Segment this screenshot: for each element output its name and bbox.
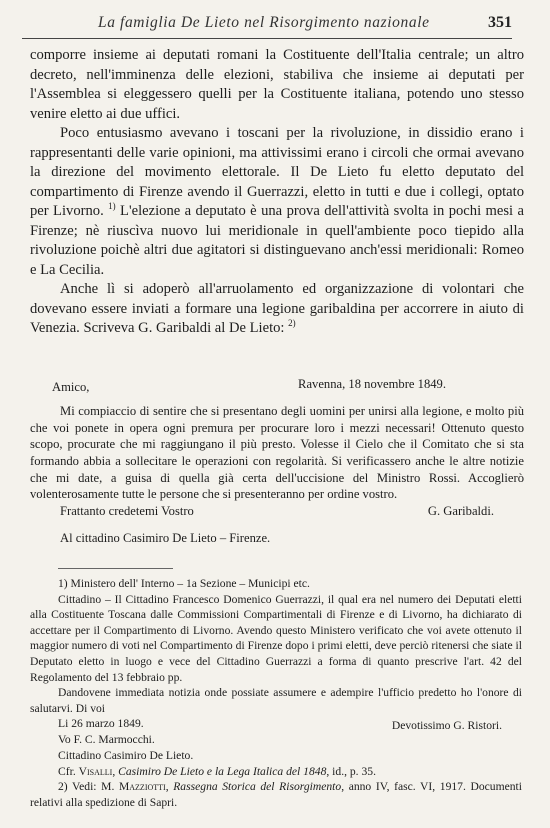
- fn2-suffix: , anno IV, fasc. VI, 1917. Documenti relativi alla spedizione di Sapri.: [30, 780, 522, 809]
- footnote-1-cfr: [30, 764, 522, 780]
- footnote-1-body-2: Dandovene immediata notizia onde possiate assumere e adempire l'ufficio predetto ho l'onore di salutarvi. Di voi: [30, 686, 522, 715]
- letter-body: Mi compiaccio di sentire che si presentano degli uomini per unirsi alla legione, e molto più che voi ponete in opera ogni premura per procurare loro i mezzi necessari! Ottenuto questo scopo, procurate che mi raggiungano il più presto. Volesse il Cielo che il Comitato che si sta formando abbia a sollecitare le operazioni con regolarità. Si verificassero anche le altre notizie che mi date, a guisa di quella già certa dell'uccisione del Ministro Rossi. Accoglierò volenterosamente tutte le persone che si presenteranno per ordine vostro.: [30, 404, 524, 502]
- letter-signature: G. Garibaldi.: [427, 503, 494, 518]
- letter-address: Al cittadino Casimiro De Lieto – Firenze.: [60, 530, 271, 545]
- page-number: 351: [488, 14, 512, 31]
- cfr-author: Visalli: [78, 764, 113, 778]
- footnote-1-vo: Vo F. C. Marmocchi.: [58, 733, 155, 747]
- main-text: [30, 46, 524, 339]
- footnote-1-date: Li 26 marzo 1849.: [58, 717, 144, 731]
- fn2-prefix: 2) Vedi: M.: [58, 780, 119, 794]
- letter-place-date: Ravenna, 18 novembre 1849.: [298, 377, 446, 391]
- cfr-prefix: Cfr.: [58, 764, 79, 778]
- footnote-1-sign: Devotissimo G. Ristori.: [391, 719, 502, 733]
- letter-closing-row: [30, 503, 524, 520]
- letter-salutation: Amico,: [52, 379, 90, 394]
- paragraph-2: [30, 124, 524, 280]
- fn2-sep: ,: [165, 780, 174, 794]
- letter-closing: Frattanto credetemi Vostro: [60, 503, 194, 518]
- running-header: [98, 14, 512, 34]
- header-rule: [22, 38, 512, 39]
- running-title: La famiglia De Lieto nel Risorgimento nazionale: [98, 14, 430, 31]
- footnote-rule: [58, 568, 173, 569]
- footnotes: [30, 576, 522, 810]
- paragraph-2-text-cont: L'elezione a deputato è una prova dell'attività svolta in pochi mesi a Firenze; nè riuscìva nuovo lui meridionale in quell'ambiente poco tiepido alla rivoluzione poichè altri due agitatori si distinguevano anch'essi meridionali: Romeo e La Cecilia.: [30, 203, 524, 278]
- footnote-ref-1: 1): [108, 201, 116, 212]
- footnote-2: [30, 779, 522, 810]
- fn2-title: Rassegna Storica del Risorgimento: [173, 780, 342, 794]
- footnote-1-date-row: [30, 716, 522, 732]
- cfr-suffix: , id., p. 35.: [326, 764, 376, 778]
- footnote-1-body: Cittadino – Il Cittadino Francesco Domenico Guerrazzi, il qual era nel numero dei Deputati eletti alla Costituente Toscana dalle Commissioni Compartimentali di Firenze e di Livorno, ha dichiarato di accettare per il Compartimento di Livorno. Avendo questo Ministero verificato che voi avete ottenuto il maggior numero di voti nel Compartimento di Firenze dopo i primi eletti, deve perciò ritenersi che siate il Deputato eletto in luogo e vece del Cittadino Guerrazzi a forma di quanto prescrive l'art. 42 del Regolamento del 13 febbraio pp.: [30, 592, 522, 684]
- cfr-sep: ,: [112, 764, 119, 778]
- garibaldi-letter: [30, 376, 524, 546]
- footnote-1-heading: 1) Ministero dell' Interno – 1a Sezione – Municipi etc.: [58, 577, 310, 590]
- footnote-1-addressee: Cittadino Casimiro De Lieto.: [58, 748, 194, 762]
- paragraph-3: [30, 280, 524, 339]
- footnote-ref-2: 2): [288, 318, 296, 329]
- paragraph-1: comporre insieme ai deputati romani la Costituente dell'Italia centrale; un altro decreto, nell'imminenza delle elezioni, stabiliva che insieme ai deputati per l'Assemblea si eleggessero quelli per la Costituente italiana, potendo uno stesso venire eletto ai due uffici.: [30, 47, 524, 122]
- paragraph-2-text: Poco entusiasmo avevano i toscani per la rivoluzione, in dissidio erano i rappresentanti delle varie opinioni, ma attivissimi erano i circoli che ormai avevano la direzione del movimento elettorale. Il De Lieto fu eletto deputato del compartimento di Firenze avendo il Guerrazzi, eletto in tutti e due i collegi, optato per Livorno.: [30, 125, 524, 219]
- paragraph-3-text: Anche lì si adoperò all'arruolamento ed organizzazione di volontari che dovevano essere inviati a formare una legione garibaldina per accorrere in aiuto di Venezia. Scriveva G. Garibaldi al De Lieto:: [30, 281, 524, 336]
- fn2-author: Mazziotti: [118, 780, 166, 794]
- cfr-title: Casimiro De Lieto e la Lega Italica del 1848: [118, 764, 327, 778]
